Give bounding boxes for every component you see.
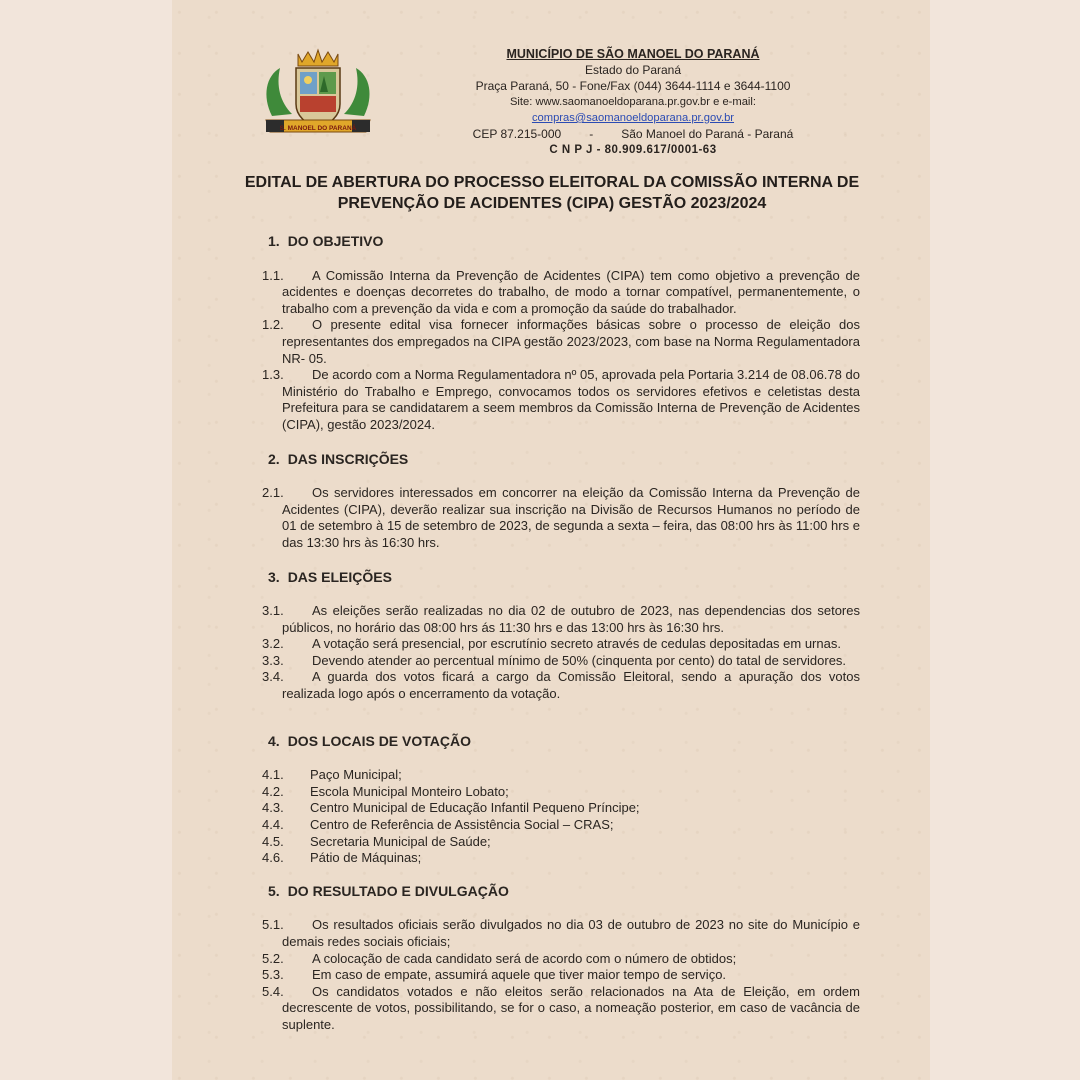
list-item bbox=[262, 603, 860, 636]
section-title: DO RESULTADO E DIVULGAÇÃO bbox=[287, 882, 509, 899]
municipal-crest-icon bbox=[258, 46, 378, 138]
item-number: 4.4. bbox=[262, 817, 284, 833]
item-text: Os resultados oficiais serão divulgados no dia 03 de outubro de 2023 no site do Município e demais redes sociais oficiais; bbox=[282, 917, 860, 949]
list-item bbox=[262, 850, 860, 867]
section-title: DO OBJETIVO bbox=[287, 233, 384, 249]
document-title bbox=[232, 172, 872, 214]
item-text: As eleições serão realizadas no dia 02 de outubro de 2023, nas dependencias dos setores públicos, no horário das 08:00 hrs ás 11:30 hrs e das 13:00 hrs às 16:30 hrs. bbox=[282, 603, 860, 635]
item-number: 4.6. bbox=[262, 850, 284, 866]
list-item bbox=[262, 268, 860, 318]
letterhead-text bbox=[408, 46, 858, 158]
site-line bbox=[408, 94, 858, 126]
crest-banner-text: S. MANOEL DO PARANÁ bbox=[279, 125, 357, 132]
email-link[interactable]: compras@saomanoeldoparana.pr.gov.br bbox=[531, 112, 735, 124]
item-text: Paço Municipal; bbox=[310, 767, 402, 783]
list-item bbox=[262, 784, 860, 801]
item-text: Os candidatos votados e não eleitos serão relacionados na Ata de Eleição, em ordem decrescente de votos, possibilitando, se for o caso, a nomeação posterior, em caso de vacância de suplente. bbox=[282, 983, 860, 1032]
item-number: 4.3. bbox=[262, 800, 284, 816]
item-text: A Comissão Interna da Prevenção de Acidentes (CIPA) tem como objetivo a prevenção de acidentes e doenças decorretes do trabalho, de modo a tornar compatível, permanentemente, o trabalho com a prevenção da vida e com a promoção da saúde do trabalhador. bbox=[282, 267, 860, 316]
item-number: 4.1. bbox=[262, 767, 284, 783]
list-item bbox=[262, 917, 860, 950]
item-text: Os servidores interessados em concorrer na eleição da Comissão Interna da Prevenção de Acidentes (CIPA), deverão realizar sua inscrição na Divisão de Recursos Humanos no período de 01 de setembro à 15 de setembro de 2023, de segunda a sexta – feira, das 08:00 hrs às 11:00 hrs e das 13:30 hrs às 16:30 hrs. bbox=[282, 485, 860, 550]
city-state: São Manoel do Paraná - Paraná bbox=[621, 127, 794, 141]
item-number: 3.3. bbox=[262, 652, 284, 668]
list-item bbox=[262, 967, 860, 984]
section-title: DAS ELEIÇÕES bbox=[287, 568, 392, 585]
section-number: 2. bbox=[268, 450, 280, 467]
item-text: Pátio de Máquinas; bbox=[310, 850, 422, 866]
section-title: DAS INSCRIÇÕES bbox=[287, 450, 409, 467]
separator-dash: - bbox=[589, 127, 594, 141]
list-item bbox=[262, 636, 860, 653]
item-text: O presente edital visa fornecer informações básicas sobre o processo de eleição dos representantes dos empregados na CIPA gestão 2023/2023, com base na Norma Regulamentadora NR- 05. bbox=[282, 317, 860, 366]
list-item bbox=[262, 669, 860, 702]
item-number: 5.1. bbox=[262, 917, 284, 933]
scanned-document bbox=[172, 0, 930, 1080]
item-text: A colocação de cada candidato será de acordo com o número de obtidos; bbox=[312, 950, 737, 966]
title-line-1: EDITAL DE ABERTURA DO PROCESSO ELEITORAL DA COMISSÃO INTERNA DE bbox=[244, 174, 860, 191]
section-heading bbox=[268, 883, 860, 900]
item-number: 1.3. bbox=[262, 367, 284, 383]
cep: CEP 87.215-000 bbox=[472, 127, 562, 141]
list-item bbox=[262, 653, 860, 670]
list-item bbox=[262, 485, 860, 551]
letterhead bbox=[172, 40, 930, 156]
section-number: 4. bbox=[268, 732, 280, 749]
item-number: 5.4. bbox=[262, 983, 284, 999]
item-text: De acordo com a Norma Regulamentadora nº 05, aprovada pela Portaria 3.214 de 08.06.78 do Ministério do Trabalho e Emprego, convocamos todos os servidores efetivos e celetistas desta Prefeitura para se candidatarem a seem membros da Comissão Interna de Prevenção de Acidentes (CIPA), gestão 2023/2024. bbox=[282, 367, 860, 432]
section-heading bbox=[268, 733, 860, 750]
item-number: 3.1. bbox=[262, 603, 284, 619]
list-item bbox=[262, 767, 860, 784]
item-number: 3.4. bbox=[262, 669, 284, 685]
item-number: 5.3. bbox=[262, 967, 284, 983]
item-number: 2.1. bbox=[262, 485, 284, 501]
cnpj: C N P J - 80.909.617/0001-63 bbox=[549, 144, 717, 156]
municipality-name: MUNICÍPIO DE SÃO MANOEL DO PARANÁ bbox=[506, 47, 760, 61]
title-line-2: PREVENÇÃO DE ACIDENTES (CIPA) GESTÃO 2023/2024 bbox=[337, 195, 767, 212]
document-body bbox=[262, 233, 860, 1034]
section-heading bbox=[268, 451, 860, 468]
item-text: Centro de Referência de Assistência Social – CRAS; bbox=[310, 817, 614, 833]
list-item bbox=[262, 834, 860, 851]
list-item bbox=[262, 817, 860, 834]
item-text: Em caso de empate, assumirá aquele que tiver maior tempo de serviço. bbox=[312, 967, 727, 983]
list-item bbox=[262, 800, 860, 817]
section-heading bbox=[268, 569, 860, 586]
item-text: Escola Municipal Monteiro Lobato; bbox=[310, 783, 509, 799]
section-heading bbox=[268, 233, 860, 250]
item-text: Secretaria Municipal de Saúde; bbox=[310, 833, 491, 849]
section-number: 3. bbox=[268, 568, 280, 585]
list-item bbox=[262, 984, 860, 1034]
item-number: 1.2. bbox=[262, 317, 284, 333]
item-number: 5.2. bbox=[262, 950, 284, 966]
address-line: Praça Paraná, 50 - Fone/Fax (044) 3644-1114 e 3644-1100 bbox=[475, 79, 791, 93]
site-text: Site: www.saomanoeldoparana.pr.gov.br e e-mail: bbox=[509, 96, 757, 108]
section-title: DOS LOCAIS DE VOTAÇÃO bbox=[287, 732, 471, 749]
item-number: 4.2. bbox=[262, 783, 284, 799]
cep-line bbox=[408, 126, 858, 142]
section-number: 5. bbox=[268, 882, 280, 899]
state-name: Estado do Paraná bbox=[584, 63, 682, 77]
list-item bbox=[262, 317, 860, 367]
section-number: 1. bbox=[268, 233, 280, 249]
list-item bbox=[262, 951, 860, 968]
item-text: A votação será presencial, por escrutínio secreto através de cedulas depositadas em urnas. bbox=[312, 636, 841, 652]
item-number: 4.5. bbox=[262, 833, 284, 849]
item-number: 3.2. bbox=[262, 636, 284, 652]
item-text: Devendo atender ao percentual mínimo de 50% (cinquenta por cento) do tatal de servidores. bbox=[312, 652, 847, 668]
list-item bbox=[262, 367, 860, 433]
item-text: Centro Municipal de Educação Infantil Pequeno Príncipe; bbox=[310, 800, 640, 816]
item-number: 1.1. bbox=[262, 267, 284, 283]
item-text: A guarda dos votos ficará a cargo da Comissão Eleitoral, sendo a apuração dos votos realizada logo após o encerramento da votação. bbox=[282, 669, 860, 702]
